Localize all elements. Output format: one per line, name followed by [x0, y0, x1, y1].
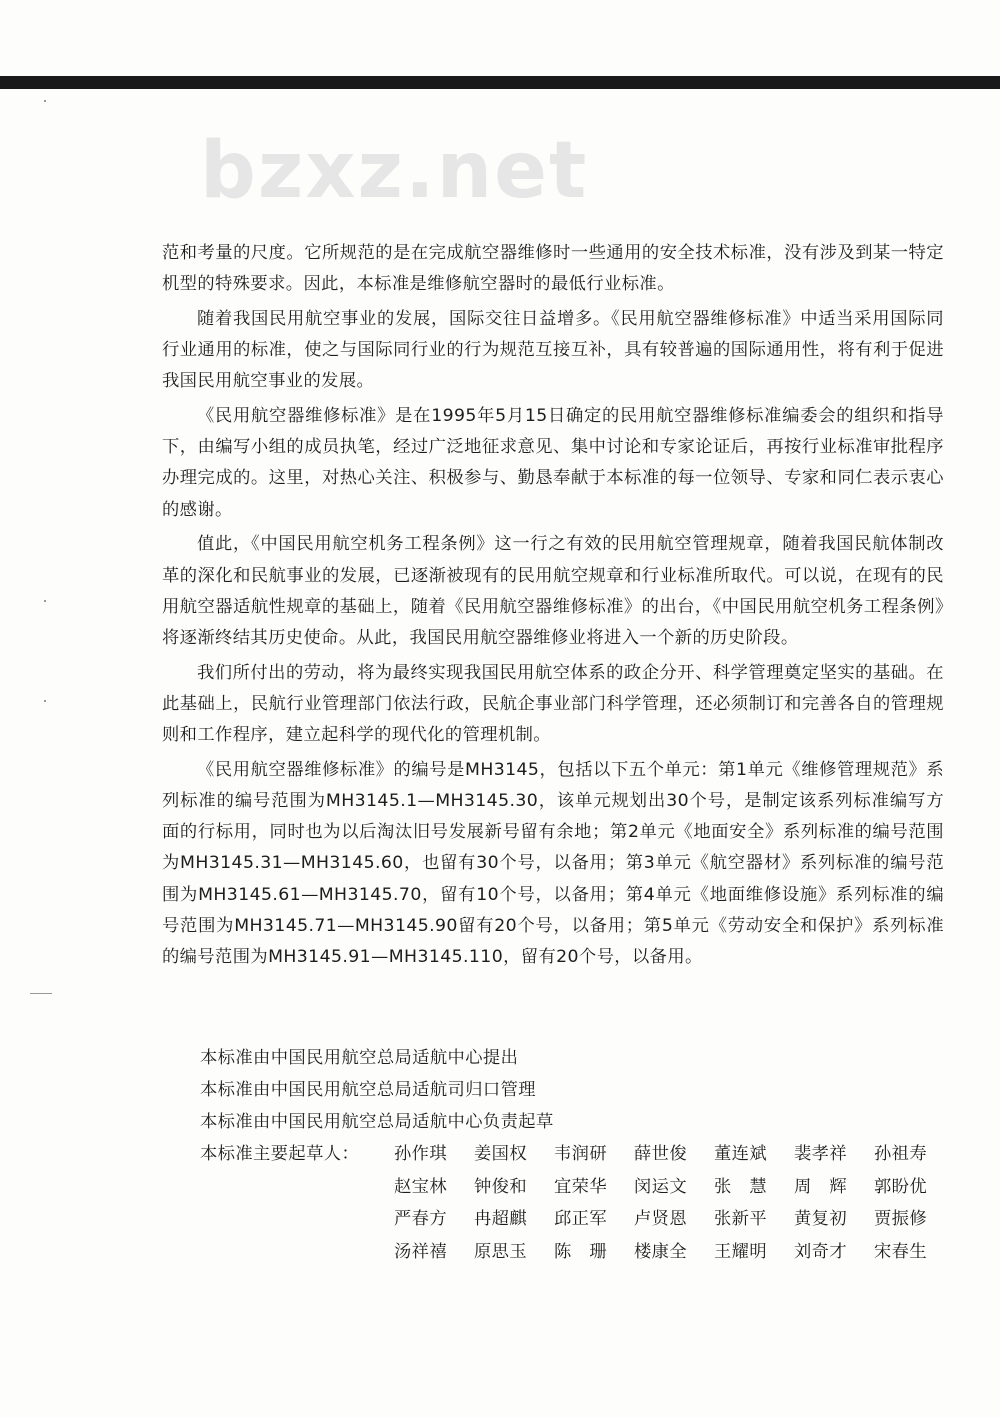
drafter-org-line: 本标准由中国民用航空总局适航中心负责起草 — [200, 1112, 554, 1132]
drafter-name: 薛世俊 — [634, 1144, 688, 1164]
drafter-name: 刘奇才 — [794, 1241, 848, 1262]
drafter-name: 姜国权 — [474, 1144, 528, 1164]
scan-speck — [44, 600, 46, 602]
paragraph: 随着我国民用航空事业的发展，国际交往日益增多。《民用航空器维修标准》中适当采用国际同行业通用的标准，使之与国际同行业的行为规范互接互补，具有较普遍的国际通用性，将有利于促进我国民用航空事业的发展。 — [162, 308, 944, 392]
paragraph: 我们所付出的劳动，将为最终实现我国民用航空体系的政企分开、科学管理奠定坚实的基础。在此基础上，民航行业管理部门依法行政，民航企事业部门科学管理，还必须制订和完善各自的管理规则和工作程序，建立起科学的现代化的管理机制。 — [162, 662, 944, 746]
standard-credits — [200, 1042, 960, 1268]
drafter-name: 周 辉 — [794, 1176, 848, 1197]
drafter-name: 闵运文 — [634, 1176, 688, 1197]
drafter-name: 赵宝林 — [394, 1176, 448, 1197]
drafter-row — [394, 1203, 954, 1236]
drafter-name: 裴孝祥 — [794, 1144, 848, 1164]
drafter-name: 孙祖寿 — [874, 1144, 928, 1164]
scan-speck — [44, 100, 46, 102]
drafter-name: 原思玉 — [474, 1241, 528, 1262]
scan-dash — [30, 993, 52, 994]
paragraph: 《民用航空器维修标准》的编号是MH3145，包括以下五个单元：第1单元《维修管理规范》系列标准的编号范围为MH3145.1—MH3145.30，该单元规划出30个号，是制定该系列标准编写方面的行标用，同时也为以后淘汰旧号发展新号留有余地；第2单元《地面安全》系列标准的编号范围为MH3145.31—MH3145.60，也留有30个号，以备用；第3单元《航空器材》系列标准的编号范围为MH3145.61—MH3145.70，留有10个号，以备用；第4单元《地面维修设施》系列标准的编号范围为MH3145.71—MH3145.90留有20个号，以备用；第5单元《劳动安全和保护》系列标准的编号范围为MH3145.91—MH3145.110，留有20个号，以备用。 — [162, 759, 944, 967]
drafters-block — [200, 1138, 960, 1268]
manager-line: 本标准由中国民用航空总局适航司归口管理 — [200, 1080, 536, 1100]
body-text — [162, 238, 944, 977]
paragraph: 值此，《中国民用航空机务工程条例》这一行之有效的民用航空管理规章，随着我国民航体制改革的深化和民航事业的发展，已逐渐被现有的民用航空规章和行业标准所取代。可以说，在现有的民用航空器适航性规章的基础上，随着《民用航空器维修标准》的出台，《中国民用航空机务工程条例》将逐渐终结其历史使命。从此，我国民用航空器维修业将进入一个新的历史阶段。 — [162, 534, 944, 648]
drafter-row — [394, 1236, 954, 1269]
paragraph: 《民用航空器维修标准》是在1995年5月15日确定的民用航空器维修标准编委会的组织和指导下，由编写小组的成员执笔，经过广泛地征求意见、集中讨论和专家论证后，再按行业标准审批程序办理完成的。这里，对热心关注、积极参与、勤恳奉献于本标准的每一位领导、专家和同仁表示衷心的感谢。 — [162, 406, 944, 520]
drafter-name: 张新平 — [714, 1209, 768, 1229]
drafter-name: 董连斌 — [714, 1144, 768, 1164]
drafters-label: 本标准主要起草人： — [200, 1144, 360, 1164]
drafter-name: 王耀明 — [714, 1241, 768, 1262]
drafter-name: 宜荣华 — [554, 1176, 608, 1197]
drafter-name: 黄复初 — [794, 1209, 848, 1229]
drafter-name: 宋春生 — [874, 1241, 928, 1262]
scan-speck — [44, 700, 46, 702]
drafter-name: 韦润研 — [554, 1144, 608, 1164]
top-rule — [0, 76, 1000, 89]
drafter-names — [394, 1138, 954, 1268]
drafter-name: 卢贤恩 — [634, 1209, 688, 1229]
paragraph: 范和考量的尺度。它所规范的是在完成航空器维修时一些通用的安全技术标准，没有涉及到某一特定机型的特殊要求。因此，本标准是维修航空器时的最低行业标准。 — [162, 243, 944, 295]
proposer-line: 本标准由中国民用航空总局适航中心提出 — [200, 1048, 519, 1068]
drafter-name: 郭盼优 — [874, 1176, 928, 1197]
drafter-name: 张 慧 — [714, 1176, 768, 1197]
drafter-name: 邱正军 — [554, 1209, 608, 1229]
drafter-name: 钟俊和 — [474, 1176, 528, 1197]
drafter-name: 贾振修 — [874, 1209, 928, 1229]
drafter-name: 严春方 — [394, 1209, 448, 1229]
drafter-row — [394, 1138, 954, 1171]
drafter-name: 汤祥禧 — [394, 1241, 448, 1262]
drafter-row — [394, 1171, 954, 1204]
drafter-name: 陈 珊 — [554, 1241, 608, 1262]
drafter-name: 冉超麒 — [474, 1209, 528, 1229]
watermark: bzxz.net — [200, 126, 589, 216]
drafter-name: 楼康全 — [634, 1241, 688, 1262]
drafter-name: 孙作琪 — [394, 1144, 448, 1164]
